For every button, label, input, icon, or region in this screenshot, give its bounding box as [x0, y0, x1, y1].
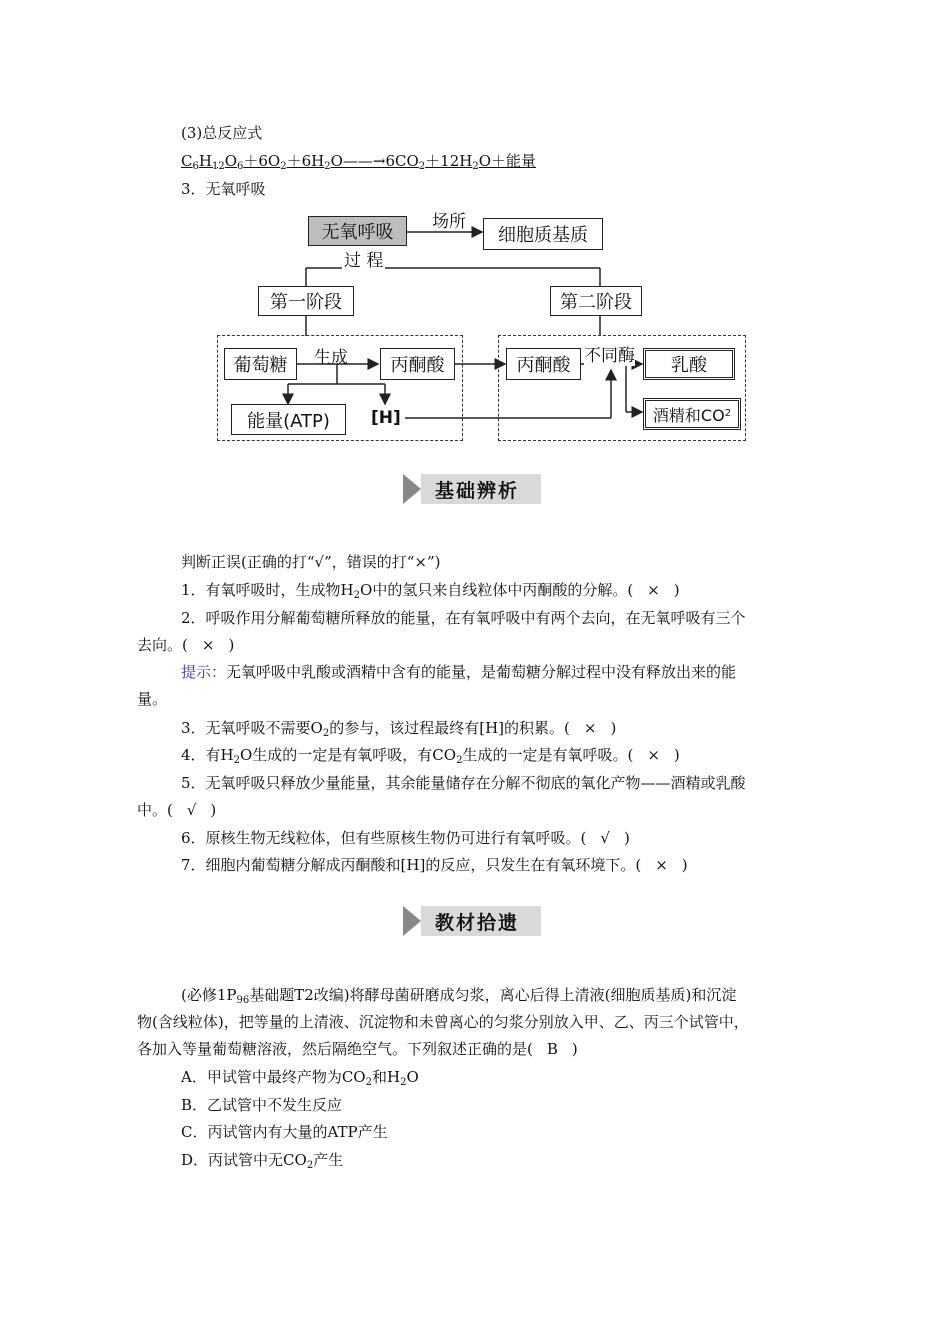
stage2-box: 第二阶段: [550, 286, 642, 316]
question-line-1: (必修$1P_{96}$基础题T2改编)将酵母菌研磨成匀浆，离心后得上清液(细胞质基质)和沉淀: [181, 986, 737, 1006]
enzyme-label: 不同酶: [584, 341, 635, 366]
answer-mark: ×: [583, 719, 597, 737]
answer-mark: √: [600, 829, 610, 847]
option-a: A．甲试管中最终产物为$CO_2$和$H_2O$: [181, 1068, 419, 1088]
alcohol-co2-box: 酒精和CO 2: [643, 398, 741, 430]
item-2-line-2: 去向。( × ): [137, 636, 235, 654]
item-7: 7．细胞内葡萄糖分解成丙酮酸和[H]的反应，只发生在有氧环境下。( × ): [181, 856, 688, 874]
section-banner-basic: [403, 474, 541, 504]
answer-mark: √: [186, 801, 197, 819]
hint-line-2: 量。: [137, 690, 168, 708]
answer-mark: ×: [647, 746, 660, 764]
option-b: B．乙试管中不发生反应: [181, 1096, 343, 1114]
judge-intro: 判断正误(正确的打“√”，错误的打“×”): [181, 553, 441, 571]
question-line-3: 各加入等量葡萄糖溶液，然后隔绝空气。下列叙述正确的是( B ): [137, 1040, 578, 1058]
option-d: D．丙试管中无$CO_2$产生: [181, 1151, 344, 1171]
item-5-line-2: 中。( √ ): [137, 801, 217, 819]
chevron-right-icon: [403, 906, 421, 936]
pyruvate-box-1: 丙酮酸: [380, 348, 455, 380]
item-6: 6．原核生物无线粒体，但有些原核生物仍可进行有氧呼吸。( √ ): [181, 829, 630, 847]
glucose-box: 葡萄糖: [224, 348, 297, 380]
site-label: 场所: [432, 212, 466, 232]
banner-title: 教材拾遗: [421, 906, 541, 936]
item-5-line-1: 5．无氧呼吸只释放少量能量，其余能量储存在分解不彻底的氧化产物——酒精或乳酸: [181, 774, 746, 792]
anaerobic-title: 3．无氧呼吸: [181, 180, 266, 198]
item-3: 3．无氧呼吸不需要$O_2$的参与，该过程最终有[H]的积累。( × ): [181, 719, 617, 739]
process-label: 过 程: [342, 246, 385, 271]
question-line-2: 物(含线粒体)，把等量的上清液、沉淀物和未曾离心的匀浆分别放入甲、乙、丙三个试管中，: [137, 1013, 749, 1031]
stage1-box: 第一阶段: [258, 286, 354, 316]
chevron-right-icon: [403, 474, 421, 504]
diagram-connectors: [0, 0, 950, 460]
item-1: 1．有氧呼吸时，生成物$H_2O$中的氢只来自线粒体中丙酮酸的分解。( × ): [181, 581, 680, 601]
root-box: 无氧呼吸: [308, 216, 407, 246]
site-box: 细胞质基质: [483, 218, 603, 250]
answer-mark: ×: [201, 636, 215, 654]
answer-mark: ×: [647, 581, 660, 599]
h-label: [H]: [371, 408, 401, 428]
option-c: C．丙试管内有大量的ATP产生: [181, 1123, 388, 1141]
lactic-acid-box: 乳酸: [643, 348, 735, 380]
banner-title: 基础辨析: [421, 474, 541, 504]
answer-mark: ×: [655, 856, 668, 874]
item-4: 4．有$H_2O$生成的一定是有氧呼吸，有$CO_2$生成的一定是有氧呼吸。( × ): [181, 746, 680, 766]
produce-label: 生成: [314, 348, 348, 368]
section-banner-textbook: [403, 906, 541, 936]
answer-mark: B: [546, 1040, 558, 1058]
total-equation: $C_6H_{12}O_6+6O_2+6H_2O——\to 6CO_2+12H_2O+$能量: [181, 152, 537, 172]
pyruvate-box-2: 丙酮酸: [506, 348, 581, 380]
hint-label: 提示：: [181, 663, 227, 681]
section-heading: (3)总反应式: [181, 124, 263, 142]
item-2-line-1: 2．呼吸作用分解葡萄糖所释放的能量，在有氧呼吸中有两个去向，在无氧呼吸有三个: [181, 609, 746, 627]
energy-atp-box: 能量(ATP): [231, 404, 346, 435]
hint-line-1: 提示：无氧呼吸中乳酸或酒精中含有的能量，是葡萄糖分解过程中没有释放出来的能: [181, 663, 737, 681]
